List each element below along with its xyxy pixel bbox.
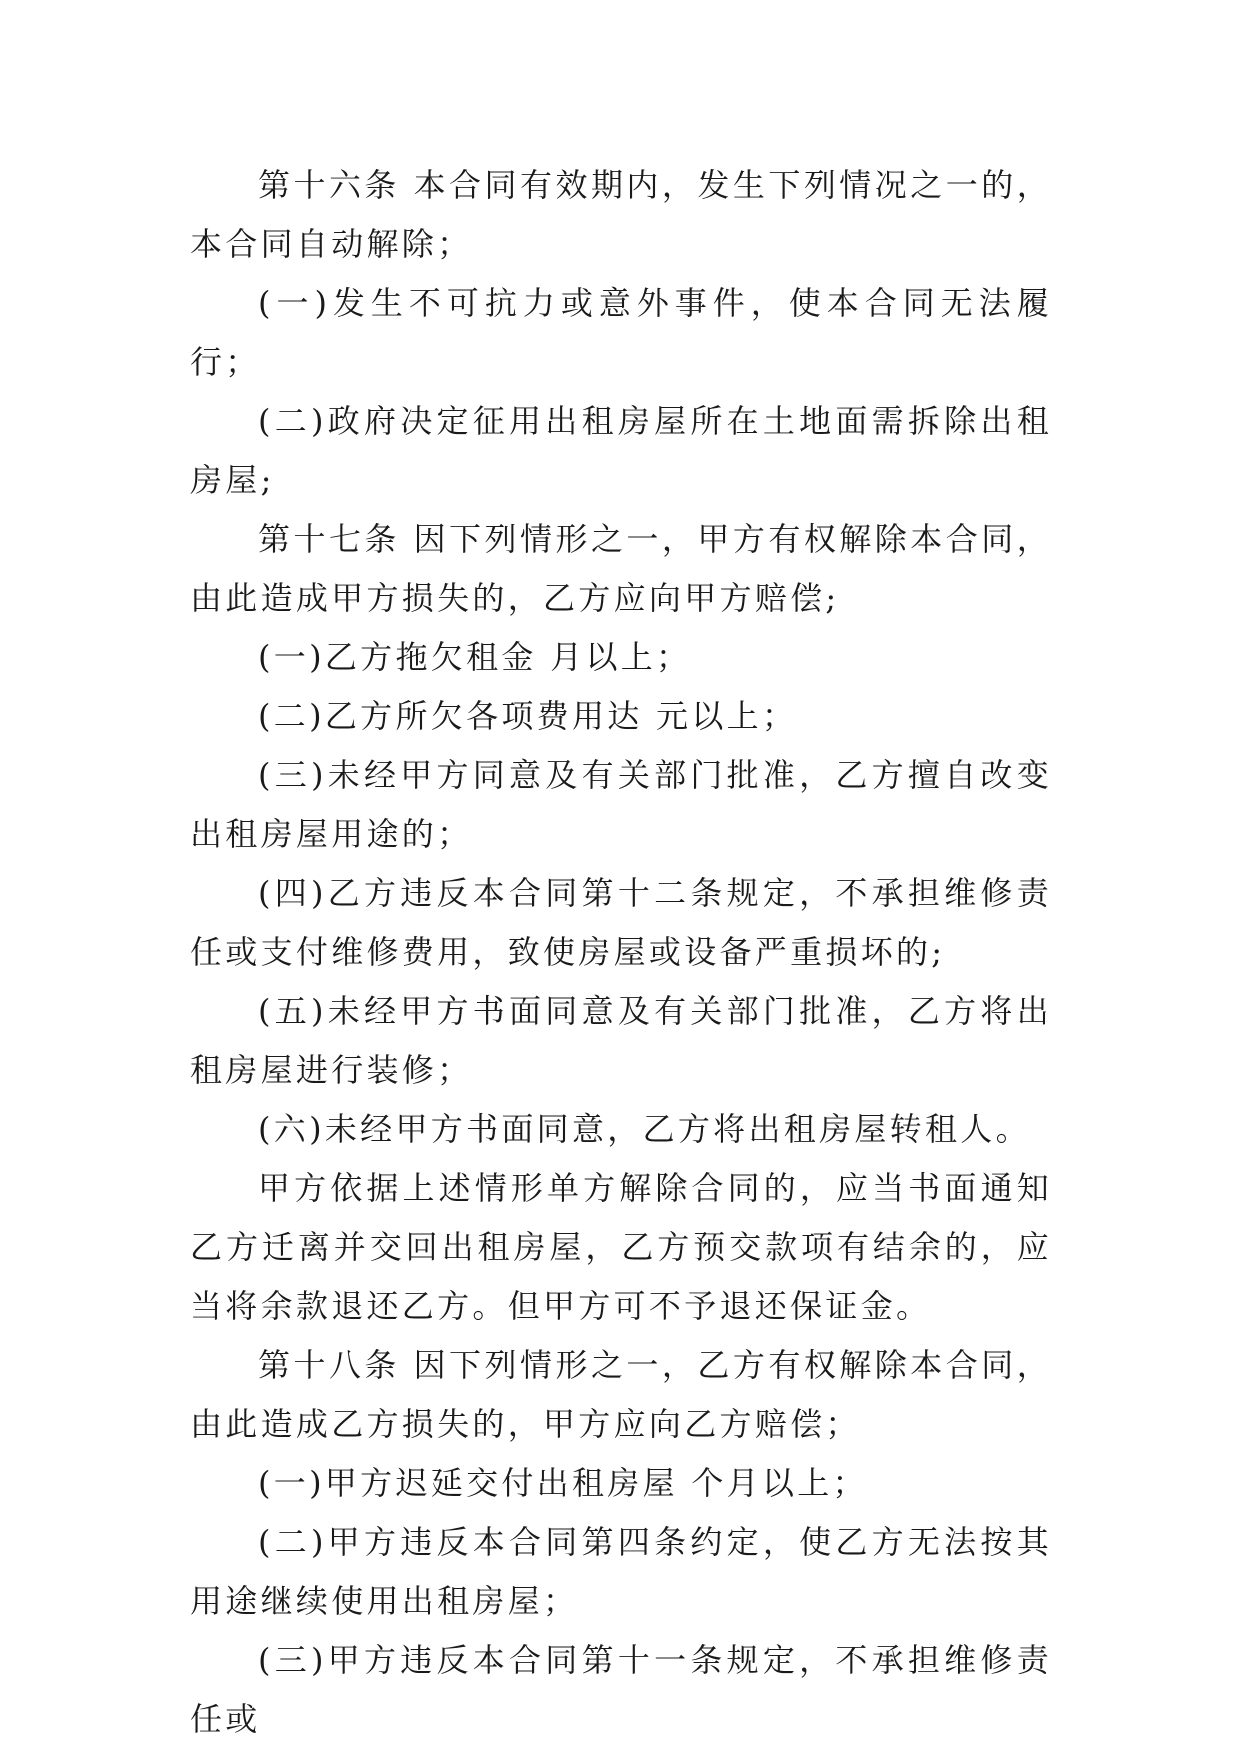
article-18: 第十八条 因下列情形之一，乙方有权解除本合同，由此造成乙方损失的，甲方应向乙方赔偿； bbox=[190, 1346, 1052, 1443]
article-17-item-5: (五)未经甲方书面同意及有关部门批准，乙方将出租房屋进行装修； bbox=[190, 992, 1052, 1089]
article-16-item-1: (一)发生不可抗力或意外事件，使本合同无法履行； bbox=[190, 284, 1052, 381]
article-17-item-4: (四)乙方违反本合同第十二条规定，不承担维修责任或支付维修费用，致使房屋或设备严重损坏的; bbox=[190, 874, 1052, 971]
article-18-item-1: (一)甲方迟延交付出租房屋 个月以上； bbox=[258, 1464, 868, 1502]
article-17-item-6: (六)未经甲方书面同意，乙方将出租房屋转租人。 bbox=[258, 1110, 1031, 1148]
article-17-termination-note: 甲方依据上述情形单方解除合同的，应当书面通知乙方迁离并交回出租房屋，乙方预交款项有结余的，应当将余款退还乙方。但甲方可不予退还保证金。 bbox=[190, 1169, 1052, 1325]
contract-body bbox=[190, 156, 1052, 1749]
article-17-item-3: (三)未经甲方同意及有关部门批准，乙方擅自改变出租房屋用途的； bbox=[190, 756, 1052, 853]
article-17-item-2: (二)乙方所欠各项费用达 元以上； bbox=[258, 697, 798, 735]
article-17-item-1: (一)乙方拖欠租金 月以上； bbox=[258, 638, 692, 676]
article-17: 第十七条 因下列情形之一，甲方有权解除本合同，由此造成甲方损失的，乙方应向甲方赔偿; bbox=[190, 520, 1052, 617]
article-18-item-2: (二)甲方违反本合同第四条约定，使乙方无法按其用途继续使用出租房屋； bbox=[190, 1523, 1052, 1620]
article-16-item-2: (二)政府决定征用出租房屋所在土地面需拆除出租房屋; bbox=[190, 402, 1052, 499]
article-18-item-3: (三)甲方违反本合同第十一条规定，不承担维修责任或 bbox=[190, 1641, 1052, 1738]
article-16: 第十六条 本合同有效期内，发生下列情况之一的，本合同自动解除； bbox=[190, 166, 1052, 263]
